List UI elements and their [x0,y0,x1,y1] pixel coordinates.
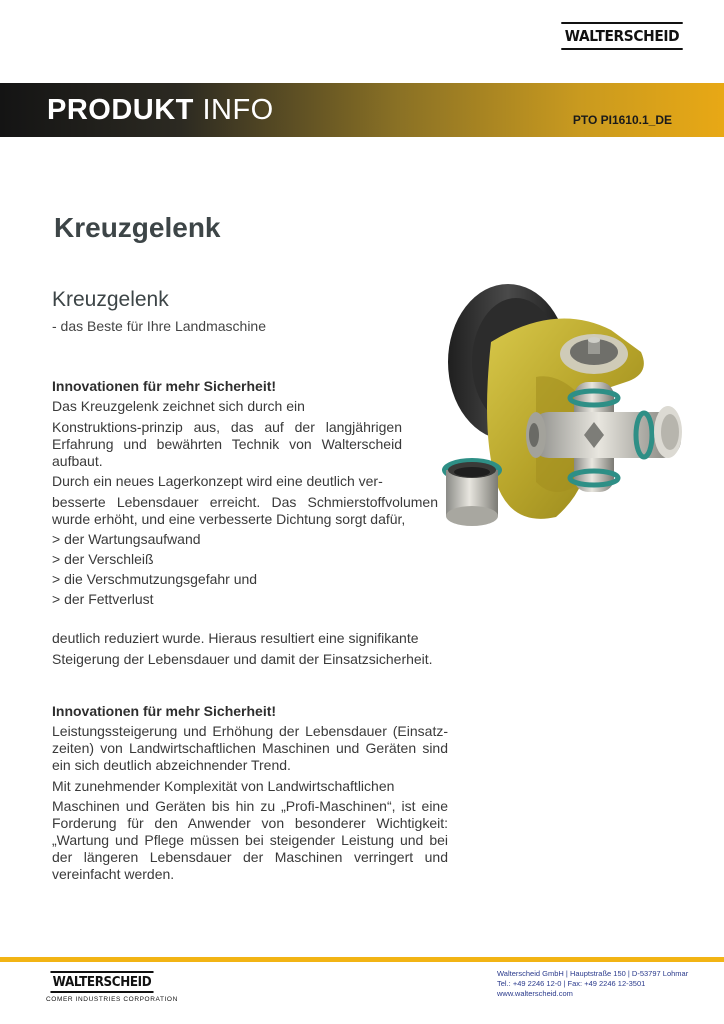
section2-paragraph1: Leistungssteigerung und Erhöhung der Lebensdauer (Einsatz-zeiten) von Landwirtschaftlichen Maschinen und Geräten sind ein sich deutlich abzeichnender Trend. [52,723,448,773]
universal-joint-image [436,282,686,542]
footer-divider [0,957,724,962]
section2-paragraph2: Maschinen und Geräten bis hin zu „Profi-Maschinen“, ist eine Forderung für den Anwender von besonderer Wichtigkeit: „Wartung und Pflege müssen bei steigender Leistung und bei der längeren Lebensdauer der Maschinen verringert und vereinfacht werden. [52,798,448,882]
banner-title-bold: PRODUKT [47,94,194,126]
logo-text: WALTERSCHEID [561,22,682,50]
page-tagline: - das Beste für Ihre Landmaschine [52,318,267,334]
footer-contact [497,969,688,999]
banner-title-light: INFO [202,94,274,126]
list-item: > der Wartungsaufwand [52,531,201,547]
universal-joint-icon [436,282,686,542]
section1-after-line2: Steigerung der Lebensdauer und damit der Einsatzsicherheit. [52,651,433,667]
section1-paragraph2: besserte Lebensdauer erreicht. Das Schmierstoffvolumen wurde erhöht, und eine verbesserte Dichtung sorgt dafür, [52,494,438,527]
list-item: > die Verschmutzungsgefahr und [52,571,258,587]
section1-paragraph1: Konstruktions-prinzip aus, das auf der langjährigen Erfahrung und bewährten Technik von Walterscheid aufbaut. [52,419,402,469]
walterscheid-logo-bottom [46,971,178,1003]
section1-line2: Durch ein neues Lagerkonzept wird eine deutlich ver- [52,473,383,489]
footer-website[interactable]: www.walterscheid.com [497,989,573,998]
product-info-banner [0,83,724,137]
banner-title [47,94,274,127]
section1-bullet-list [52,531,432,611]
section1-line1: Das Kreuzgelenk zeichnet sich durch ein [52,398,305,414]
list-item: > der Fettverlust [52,591,154,607]
document-code: PTO PI1610.1_DE [572,113,672,127]
list-item: > der Verschleiß [52,551,154,567]
section2-heading: Innovationen für mehr Sicherheit! [52,703,277,719]
section1-after-line1: deutlich reduziert wurde. Hieraus resultiert eine signifikante [52,630,419,646]
footer-phone: Tel.: +49 2246 12-0 | Fax: +49 2246 12-3501 [497,979,646,988]
section1-heading: Innovationen für mehr Sicherheit! [52,378,277,394]
walterscheid-logo-top [556,22,688,50]
footer-logo-subtitle: COMER INDUSTRIES CORPORATION [46,996,178,1003]
page-subtitle: Kreuzgelenk [52,288,169,311]
section2-line1: Mit zunehmender Komplexität von Landwirtschaftlichen [52,778,395,794]
footer-address: Walterscheid GmbH | Hauptstraße 150 | D-53797 Lohmar [497,969,689,978]
footer-logo-text: WALTERSCHEID [50,971,153,993]
page-title: Kreuzgelenk [54,212,221,243]
